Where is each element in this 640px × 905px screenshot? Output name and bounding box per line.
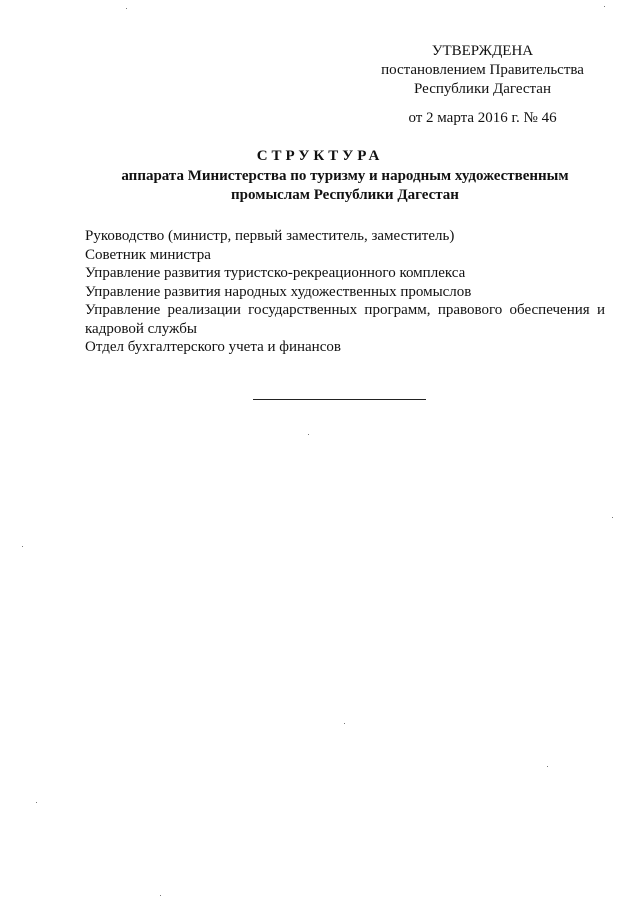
structure-item-leadership: Руководство (министр, первый заместитель, заместитель) [85, 228, 455, 244]
approval-stamp [370, 42, 595, 128]
closing-rule [253, 399, 426, 400]
approval-status: УТВЕРЖДЕНА [431, 43, 534, 59]
approval-region: Республики Дагестан [414, 81, 551, 97]
structure-list [85, 227, 605, 357]
subtitle-line-1: аппарата Министерства по туризму и народным художественным [121, 168, 569, 184]
document-title: СТРУКТУРА [256, 148, 384, 164]
approval-date-number: от 2 марта 2016 г. № 46 [408, 110, 557, 126]
scan-speck [308, 434, 309, 435]
approval-by-line: постановлением Правительства [381, 62, 584, 78]
structure-item-advisor: Советник министра [85, 246, 211, 263]
subtitle-line-2: промыслам Республики Дагестан [231, 187, 459, 203]
scan-speck [612, 517, 613, 518]
structure-item-crafts-department: Управление развития народных художественных промыслов [85, 283, 472, 300]
structure-item-tourism-department: Управление развития туристско-рекреационного комплекса [85, 265, 466, 281]
scan-speck [36, 802, 37, 803]
structure-item-programs-department: Управление реализации государственных программ, правового обеспечения и кадровой службы [85, 302, 605, 337]
structure-item-accounting-department: Отдел бухгалтерского учета и финансов [85, 339, 341, 355]
document-subtitle [60, 167, 630, 205]
scan-speck [547, 766, 548, 767]
scan-speck [160, 895, 161, 896]
scan-speck [126, 8, 127, 9]
scan-speck [22, 546, 23, 547]
scan-speck [344, 723, 345, 724]
scan-speck [604, 6, 605, 7]
